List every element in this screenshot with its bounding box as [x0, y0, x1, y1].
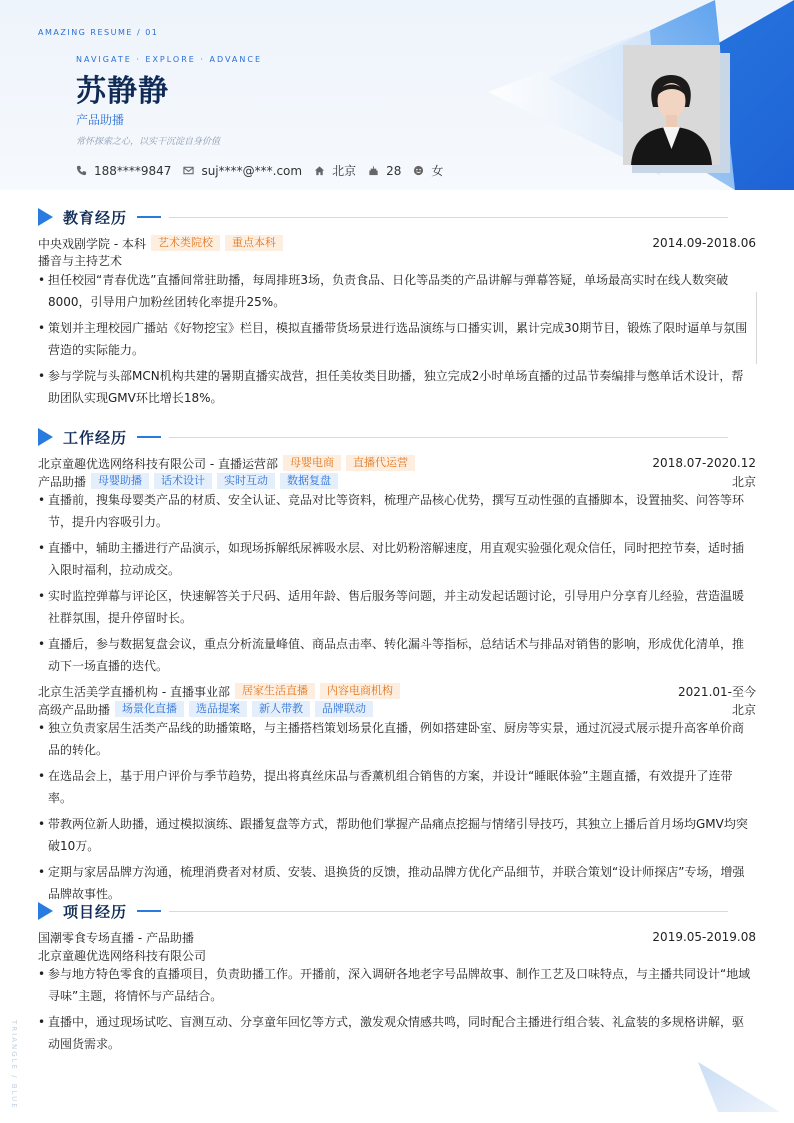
list-item: • 在选品会上，基于用户评价与季节趋势，提出将真丝床品与香薰机组合销售的方案，并设计“睡眠体验”主题直播，有效提升了连带率。 [38, 765, 754, 809]
list-item: • 直播前，搜集母婴类产品的材质、安全认证、竞品对比等资料，梳理产品核心优势，撰写互动性强的直播脚本，设置抽奖、问答等环节，提升内容吸引力。 [38, 489, 754, 533]
job-dates: 2021.01-至今 [678, 684, 756, 699]
job-position-row [38, 472, 756, 490]
candidate-role: 产品助播 [76, 113, 125, 127]
title-dash [137, 910, 161, 912]
skill-tag: 新人带教 [252, 701, 310, 717]
education-dates: 2014.09-2018.06 [652, 236, 756, 250]
skill-tag: 数据复盘 [280, 473, 338, 489]
email-address: suj****@***.com [201, 163, 303, 178]
company-tag: 母婴电商 [283, 455, 341, 471]
company-name: 北京生活美学直播机构 - 直播事业部 [38, 684, 230, 699]
phone-number: 188****9847 [94, 163, 172, 178]
resume-number-tag: AMAZING RESUME / 01 [38, 28, 159, 37]
job-dates: 2018.07-2020.12 [652, 456, 756, 470]
project-bullets [38, 963, 754, 1059]
contact-gender [413, 162, 443, 179]
list-item: • 策划并主理校园广播站《好物挖宝》栏目，模拟直播带货场景进行选品演练与口播实训，累计完成30期节目，锻炼了限时逼单与氛围营造的实际能力。 [38, 317, 754, 361]
mail-icon [183, 165, 194, 176]
section-title: 工作经历 [63, 428, 128, 447]
project-name-row [38, 928, 756, 946]
skill-tag: 场景化直播 [115, 701, 184, 717]
education-section-heading [38, 207, 758, 227]
school-name: 中央戏剧学院 - 本科 [38, 236, 146, 251]
header-tagline: NAVIGATE · EXPLORE · ADVANCE [76, 55, 263, 64]
home-icon [314, 165, 325, 176]
job-company-row [38, 682, 756, 700]
margin-line [756, 292, 757, 364]
triangle-marker-icon [38, 428, 53, 446]
company-tag: 内容电商机构 [320, 683, 400, 699]
contact-age [368, 164, 401, 178]
education-school-row [38, 234, 756, 252]
project-section-heading [38, 901, 758, 921]
candidate-motto: 常怀探索之心，以实干沉淀自身价值 [76, 137, 221, 147]
contact-email [183, 164, 302, 178]
gender-value: 女 [431, 164, 444, 178]
resume-header [0, 0, 794, 190]
job-bullets [38, 489, 754, 681]
major-name: 播音与主持艺术 [38, 253, 123, 268]
job-position: 产品助播 [38, 474, 87, 489]
skill-tag: 品牌联动 [315, 701, 373, 717]
contact-info [76, 162, 455, 179]
skill-tag: 实时互动 [217, 473, 275, 489]
corner-triangle-decoration [690, 1060, 794, 1123]
skill-tag: 选品提案 [189, 701, 247, 717]
company-tag: 居家生活直播 [235, 683, 315, 699]
contact-city [314, 162, 356, 179]
candidate-name: 苏静静 [76, 74, 169, 109]
work-section-heading [38, 427, 758, 447]
skill-tag: 话术设计 [154, 473, 212, 489]
list-item: • 参与学院与头部MCN机构共建的暑期直播实战营，担任美妆类目助播，独立完成2小时单场直播的过品节奏编排与憋单话术设计，帮助团队实现GMV环比增长18%。 [38, 365, 754, 409]
age-value: 28 [386, 163, 402, 178]
list-item: • 直播后，参与数据复盘会议，重点分析流量峰值、商品点击率、转化漏斗等指标，总结话术与排品对销售的影响，形成优化清单，推动下一场直播的迭代。 [38, 633, 754, 677]
list-item: • 直播中，通过现场试吃、盲测互动、分享童年回忆等方式，激发观众情感共鸣，同时配合主播进行组合装、礼盒装的多规格讲解，驱动囤货需求。 [38, 1011, 754, 1055]
list-item: • 带教两位新人助播，通过模拟演练、跟播复盘等方式，帮助他们掌握产品痛点挖掘与情绪引导技巧，其独立上播后首月场均GMV均突破10万。 [38, 813, 754, 857]
profile-photo [623, 45, 720, 165]
list-item: • 直播中，辅助主播进行产品演示，如现场拆解纸尿裤吸水层、对比奶粉溶解速度，用直观实验强化观众信任，同时把控节奏，适时插入限时福利，拉动成交。 [38, 537, 754, 581]
section-title: 项目经历 [63, 902, 128, 921]
title-rule [169, 911, 728, 912]
company-tag: 直播代运营 [346, 455, 415, 471]
project-dates: 2019.05-2019.08 [652, 930, 756, 944]
job-bullets [38, 717, 754, 909]
list-item: • 实时监控弹幕与评论区，快速解答关于尺码、适用年龄、售后服务等问题，并主动发起话题讨论，引导用户分享育儿经验，营造温暖社群氛围，提升停留时长。 [38, 585, 754, 629]
list-item: • 独立负责家居生活类产品线的助播策略，与主播搭档策划场景化直播，例如搭建卧室、厨房等实景，通过沉浸式展示提升高客单价商品的转化。 [38, 717, 754, 761]
education-major-row [38, 251, 756, 269]
cake-icon [368, 165, 379, 176]
triangle-marker-icon [38, 902, 53, 920]
smile-icon [413, 165, 424, 176]
project-company-row [38, 946, 756, 964]
school-tag: 艺术类院校 [151, 235, 220, 251]
city-value: 北京 [332, 164, 357, 178]
triangle-marker-icon [38, 208, 53, 226]
phone-icon [76, 165, 87, 176]
project-name: 国潮零食专场直播 - 产品助播 [38, 930, 194, 945]
company-name: 北京童趣优选网络科技有限公司 - 直播运营部 [38, 456, 278, 471]
skill-tag: 母婴助播 [91, 473, 149, 489]
title-dash [137, 216, 161, 218]
title-rule [169, 217, 728, 218]
list-item: • 担任校园“青春优选”直播间常驻助播，每周排班3场，负责食品、日化等品类的产品讲解与弹幕答疑，单场最高实时在线人数突破8000，引导用户加粉丝团转化率提升25%。 [38, 269, 754, 313]
list-item: • 参与地方特色零食的直播项目，负责助播工作。开播前，深入调研各地老字号品牌故事、制作工艺及口味特点，与主播共同设计“地域寻味”主题，将情怀与产品结合。 [38, 963, 754, 1007]
job-city: 北京 [731, 474, 756, 489]
section-title: 教育经历 [63, 208, 128, 227]
title-dash [137, 436, 161, 438]
list-item: • 定期与家居品牌方沟通，梳理消费者对材质、安装、退换货的反馈，推动品牌方优化产品细节，并联合策划“设计师探店”专场，增强品牌故事性。 [38, 861, 754, 905]
job-city: 北京 [731, 702, 756, 717]
portrait-image [623, 45, 720, 165]
vertical-label: TRIANGLE / BLUE [10, 1020, 18, 1110]
school-tag: 重点本科 [225, 235, 283, 251]
job-position: 高级产品助播 [38, 702, 111, 717]
contact-phone [76, 164, 171, 178]
job-company-row [38, 454, 756, 472]
job-position-row [38, 700, 756, 718]
project-company: 北京童趣优选网络科技有限公司 [38, 948, 207, 963]
education-bullets [38, 269, 754, 413]
title-rule [169, 437, 728, 438]
